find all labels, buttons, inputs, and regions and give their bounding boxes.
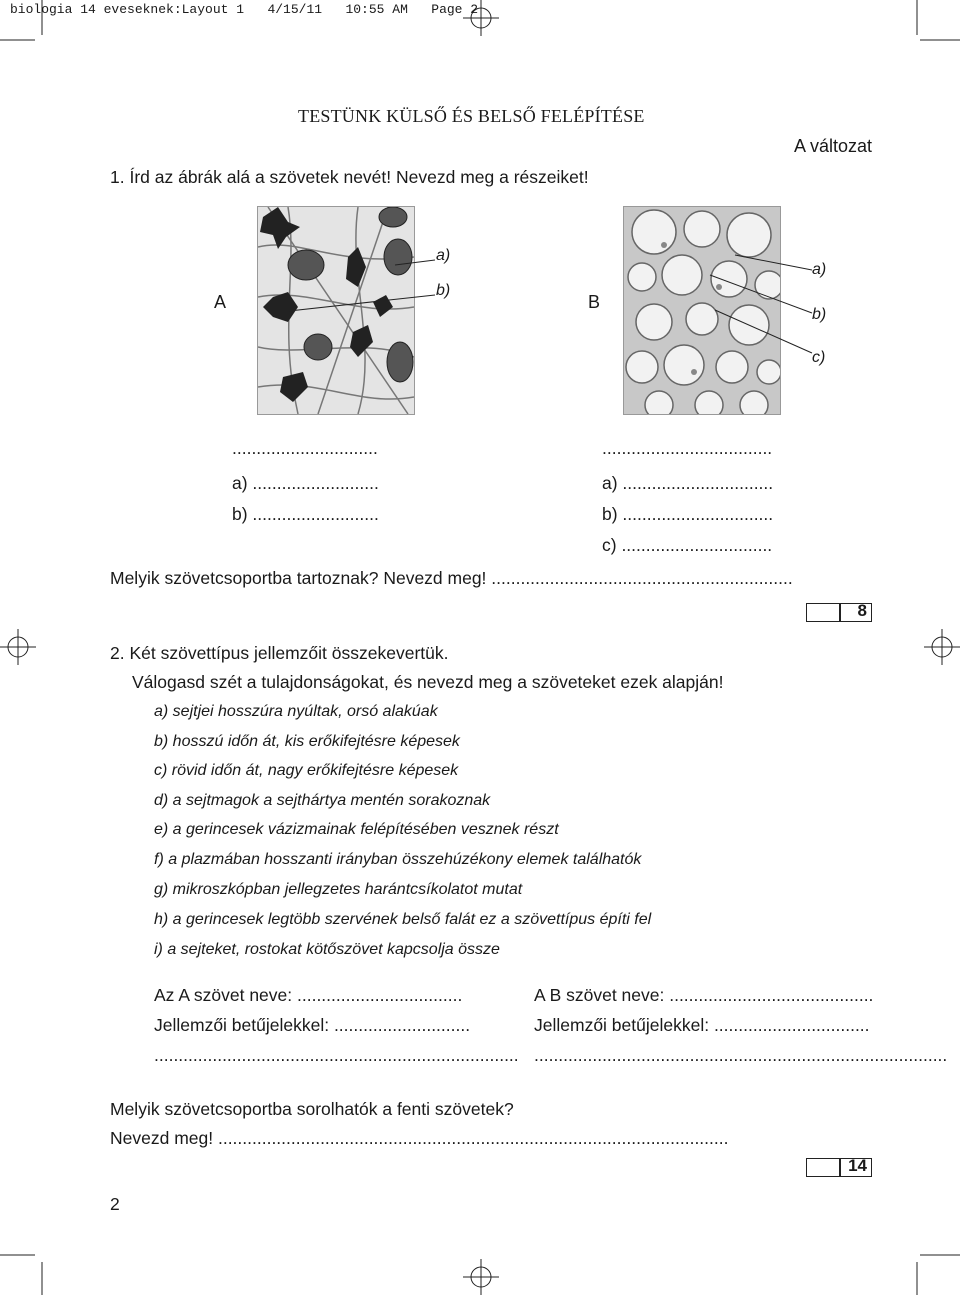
figure-a-label-a: a)	[436, 247, 451, 264]
q2-item-c: c) rövid időn át, nagy erőkifejtésre képesek	[154, 762, 459, 779]
figure-b-leader-lines	[700, 245, 815, 360]
answer-a-name-line[interactable]: ..............................	[232, 438, 378, 458]
q1-prompt: 1. Írd az ábrák alá a szövetek nevét! Nevezd meg a részeiket!	[110, 167, 589, 187]
figure-b-label-a: a)	[812, 261, 827, 278]
q2-item-f: f) a plazmában hosszanti irányban összehúzékony elemek találhatók	[154, 851, 642, 868]
q1-score-box	[806, 603, 872, 622]
q2-item-e: e) a gerincesek vázizmainak felépítésében vesznek részt	[154, 821, 559, 838]
answer-a-part-b-line[interactable]: b) ..........................	[232, 504, 379, 524]
q2-item-i: i) a sejteket, rostokat kötőszövet kapcsolja össze	[154, 941, 500, 958]
q2-item-h: h) a gerincesek legtöbb szervének belső falát ez a szövettípus építi fel	[154, 911, 652, 928]
print-slug: biologia 14 eveseknek:Layout 1 4/15/11 10:55 AM Page 2	[10, 2, 479, 17]
figure-a-leader-lines	[270, 250, 440, 330]
tissue-b-name-line[interactable]: A B szövet neve: ..........................................	[534, 985, 874, 1005]
tissue-a-letters-line[interactable]: Jellemzői betűjelekkel: ............................	[154, 1015, 471, 1035]
tissue-b-blank-line[interactable]: .....................................................................................	[534, 1045, 948, 1065]
figure-a-letter: A	[214, 292, 227, 312]
figure-b-label-b: b)	[812, 306, 827, 323]
answer-b-part-a-line[interactable]: a) ...............................	[602, 473, 774, 493]
q1-group-question[interactable]: Melyik szövetcsoportba tartoznak? Nevezd meg! ..............................................................	[110, 568, 793, 588]
q2-item-a: a) sejtjei hosszúra nyúltak, orsó alakúak	[154, 703, 438, 720]
tissue-a-blank-line[interactable]: ...........................................................................	[154, 1045, 519, 1065]
figure-b-letter: B	[588, 292, 601, 312]
q2-item-d: d) a sejtmagok a sejthártya mentén sorakoznak	[154, 792, 491, 809]
q2-item-b: b) hosszú időn át, kis erőkifejtésre képesek	[154, 733, 460, 750]
answer-b-name-line[interactable]: ...................................	[602, 438, 773, 458]
figure-b-label-c: c)	[812, 349, 826, 366]
q2-final-question-line1: Melyik szövetcsoportba sorolhatók a fenti szövetek?	[110, 1099, 514, 1119]
answer-b-part-c-line[interactable]: c) ...............................	[602, 535, 773, 555]
q2-final-question-line2[interactable]: Nevezd meg! .........................................................................................................	[110, 1128, 729, 1148]
page-title: TESTÜNK KÜLSŐ ÉS BELSŐ FELÉPÍTÉSE	[298, 106, 645, 126]
answer-a-part-a-line[interactable]: a) ..........................	[232, 473, 379, 493]
q2-score-box	[806, 1158, 872, 1177]
q1-score: 8	[857, 601, 867, 620]
q2-item-g: g) mikroszkópban jellegzetes harántcsíkolatot mutat	[154, 881, 523, 898]
page-number: 2	[110, 1194, 120, 1214]
q2-prompt-line1: 2. Két szövettípus jellemzőit összekevertük.	[110, 643, 449, 663]
q2-score: 14	[848, 1156, 867, 1175]
answer-b-part-b-line[interactable]: b) ...............................	[602, 504, 774, 524]
variant-label: A változat	[793, 136, 872, 156]
figure-a-label-b: b)	[436, 282, 451, 299]
q2-prompt-line2: Válogasd szét a tulajdonságokat, és nevezd meg a szöveteket ezek alapján!	[132, 672, 724, 692]
tissue-a-name-line[interactable]: Az A szövet neve: ..................................	[154, 985, 463, 1005]
tissue-b-letters-line[interactable]: Jellemzői betűjelekkel: ................................	[534, 1015, 870, 1035]
